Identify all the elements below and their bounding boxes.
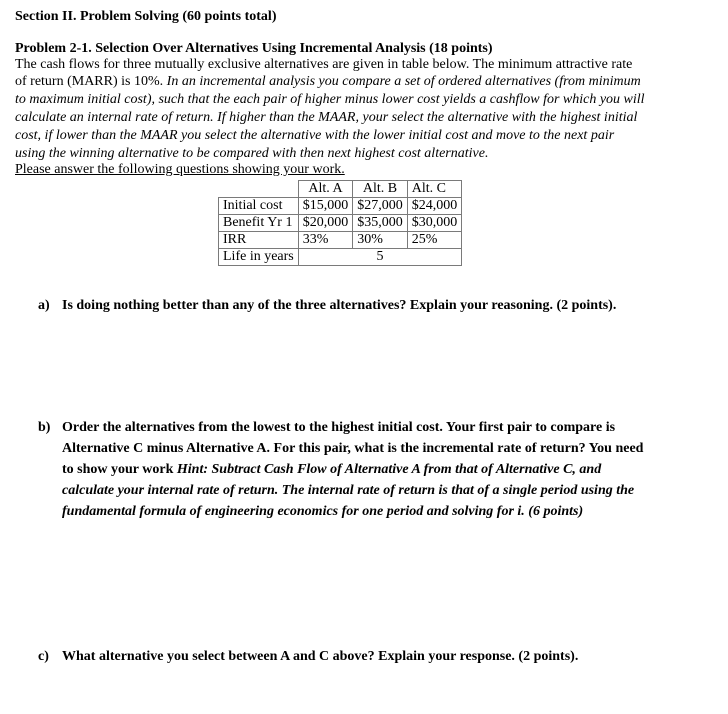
table-cell: $20,000 xyxy=(298,215,353,232)
intro-line-2 xyxy=(15,73,641,91)
header-alt-b: Alt. B xyxy=(353,181,408,198)
question-b-line-5: fundamental formula of engineering economics for one period and solving for i. (6 points) xyxy=(62,504,584,519)
table-cell: $24,000 xyxy=(407,198,462,215)
question-b-line-4: calculate your internal rate of return. The internal rate of return is that of a single period using the xyxy=(62,483,635,498)
table-cell: 25% xyxy=(407,232,462,249)
instruction-line: Please answer the following questions showing your work. xyxy=(15,162,345,177)
row-label: Life in years xyxy=(219,249,299,266)
question-b-label: b) xyxy=(38,420,51,435)
section-title: Section II. Problem Solving (60 points total) xyxy=(15,9,277,24)
question-a-text: Is doing nothing better than any of the three alternatives? Explain your reasoning. (2 points). xyxy=(62,298,617,313)
italic-line-2: calculate an internal rate of return. If higher than the MAAR, your select the alternative with the highest initial xyxy=(15,110,638,125)
intro-line-1: The cash flows for three mutually exclusive alternatives are given in table below. The minimum attractive rate xyxy=(15,57,633,72)
table-row xyxy=(219,232,462,249)
table-cell: 33% xyxy=(298,232,353,249)
italic-line-3: cost, if lower than the MAAR you select the alternative with the lower initial cost and move to the next pair xyxy=(15,128,615,143)
question-c-label: c) xyxy=(38,649,49,664)
intro-line-2-plain: of return (MARR) is 10%. xyxy=(15,74,167,89)
problem-title: Problem 2-1. Selection Over Alternatives Using Incremental Analysis (18 points) xyxy=(15,41,493,56)
question-b-line-3 xyxy=(62,459,601,480)
question-c-text: What alternative you select between A and C above? Explain your response. (2 points). xyxy=(62,649,579,664)
question-a-label: a) xyxy=(38,298,50,313)
italic-line-1: to maximum initial cost), such that the each pair of higher minus lower cost yields a cashflow for which you will xyxy=(15,92,645,107)
header-alt-a: Alt. A xyxy=(298,181,353,198)
table-row xyxy=(219,215,462,232)
table-cell: 30% xyxy=(353,232,408,249)
question-b-line-2: Alternative C minus Alternative A. For this pair, what is the incremental rate of return? You need xyxy=(62,441,644,456)
table-cell: $30,000 xyxy=(407,215,462,232)
table-header-row xyxy=(219,181,462,198)
intro-line-2-italic: In an incremental analysis you compare a set of ordered alternatives (from minimum xyxy=(166,74,641,89)
question-b-line-3-plain: to show your work xyxy=(62,462,177,477)
table-cell: $15,000 xyxy=(298,198,353,215)
table-cell: $35,000 xyxy=(353,215,408,232)
table-row-life xyxy=(219,249,462,266)
question-b-hint: Hint: Subtract Cash Flow of Alternative A from that of Alternative C, and xyxy=(176,462,602,477)
row-label: IRR xyxy=(219,232,299,249)
row-label: Benefit Yr 1 xyxy=(219,215,299,232)
row-label: Initial cost xyxy=(219,198,299,215)
table-corner-cell xyxy=(219,181,299,198)
table-row xyxy=(219,198,462,215)
cash-flow-table xyxy=(218,180,462,266)
header-alt-c: Alt. C xyxy=(407,181,462,198)
life-value: 5 xyxy=(298,249,462,266)
question-b-line-1: Order the alternatives from the lowest to the highest initial cost. Your first pair to compare is xyxy=(62,420,616,435)
italic-line-4: using the winning alternative to be compared with then next highest cost alternative. xyxy=(15,146,489,161)
table-cell: $27,000 xyxy=(353,198,408,215)
